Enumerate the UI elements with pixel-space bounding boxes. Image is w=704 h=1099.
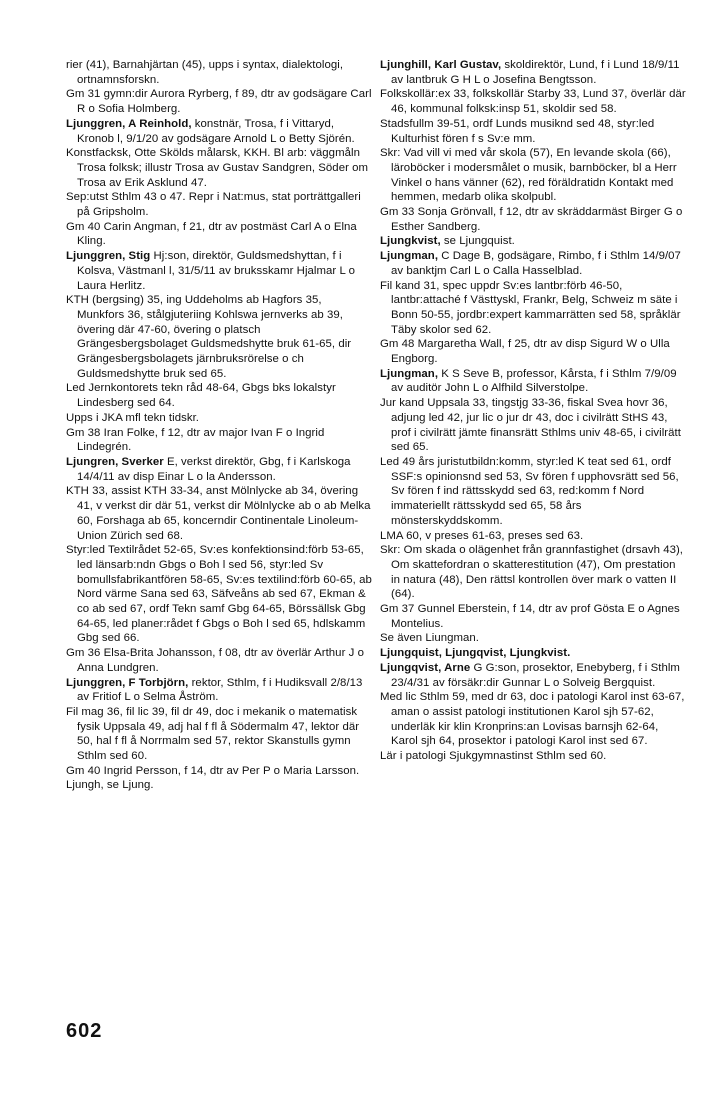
entry-heading: Ljungquist, Ljungqvist, Ljungkvist. [380, 647, 571, 660]
entry-paragraph [380, 529, 686, 544]
entry-paragraph [66, 58, 372, 87]
biography-entry [380, 249, 686, 278]
entry-text: Skr: Om skada o olägenhet från grannfastighet (drsavh 43), Om skattefordran o skatterestitution (47), Om prestation in natura (48), Den rättsl kontrollen över mark o vatten II (64). [380, 544, 684, 601]
entry-paragraph [380, 337, 686, 366]
page-number: 602 [66, 1020, 103, 1042]
entry-text: Led 49 års juristutbildn:komm, styr:led K teat sed 61, ordf SSF:s opinionsnd sed 53, Sv fören f upphovsrätt sed 56, Sv fören f ind rättsskydd sed 63, red:komm f Nord immateriellt rättsskydd sed 65, 58 års mönsterskyddskomm. [380, 455, 679, 527]
entry-text: E, verkst direktör, Gbg, f i Karlskoga 14/4/11 av disp Einar L o la Andersson. [77, 455, 351, 483]
entry-text: Gm 38 Iran Folke, f 12, dtr av major Ivan F o Ingrid Lindegrén. [66, 426, 325, 454]
entry-text: rier (41), Barnahjärtan (45), upps i syntax, dialektologi, ortnamnsforskn. [66, 59, 344, 86]
entry-text: G G:son, prosektor, Enebyberg, f i Sthlm 23/4/31 av försäkr:dir Gunnar L o Solveig Bergquist. [391, 661, 680, 689]
left-column [66, 58, 372, 793]
entry-paragraph [66, 146, 372, 190]
entry-text: se Ljungquist. [443, 235, 515, 248]
entry-paragraph [66, 220, 372, 249]
entry-paragraph [66, 87, 372, 116]
biography-entry [66, 117, 372, 146]
biography-entry [66, 455, 372, 484]
entry-paragraph [380, 396, 686, 455]
entry-paragraph [380, 117, 686, 146]
entry-text: Konstfacksk, Otte Skölds målarsk, KKH. Bl arb: väggmåln Trosa folksk; illustr Trosa av Gustav Sandgren, Söder om Trosa av Erik Asklund 47. [66, 147, 369, 189]
entry-paragraph [66, 646, 372, 675]
entry-text: Skr: Vad vill vi med vår skola (57), En levande skola (66), läroböcker i modersmålet o musik, barnböcker, bl a Herr Vinkel o hans vänner (62), red föräldratidn Kontakt med hemmen, medarb olika skolpubl. [380, 147, 677, 204]
entry-text: Hj:son, direktör, Guldsmedshyttan, f i Kolsva, Västmanl l, 31/5/11 av bruksskamr Hjalmar L o Laura Herlitz. [77, 250, 356, 292]
entry-heading: Ljunggren, A Reinhold, [66, 117, 192, 130]
entry-text: Med lic Sthlm 59, med dr 63, doc i patologi Karol inst 63-67, aman o assist patologi institutionen Karol sjh 57-62, underläk kir klin Kronprins:an Lovisas barnsjh 62-64, Karol sjh 64, prosektor i patologi Karol inst sed 67. [380, 691, 685, 748]
biography-entry [380, 234, 686, 249]
entry-paragraph [66, 190, 372, 219]
entry-paragraph [66, 426, 372, 455]
entry-text: Lär i patologi Sjukgymnastinst Sthlm sed 60. [380, 750, 607, 763]
entry-text: Folkskollär:ex 33, folkskollär Starby 33, Lund 37, överlär där 46, kommunal folksk:insp 51, skoldir sed 58. [380, 88, 686, 116]
entry-heading: Ljungman, [380, 250, 439, 263]
biography-entry [380, 646, 686, 661]
entry-text: rektor, Sthlm, f i Hudiksvall 2/8/13 av Fritiof L o Selma Åström. [77, 676, 363, 704]
entry-paragraph [380, 543, 686, 602]
entry-paragraph [66, 764, 372, 779]
entry-heading: Ljungren, Sverker [66, 455, 164, 468]
entry-text: Jur kand Uppsala 33, tingstjg 33-36, fiskal Svea hovr 36, adjung led 42, jur lic o jur dr 43, doc i civilrätt StHS 43, prof i civilrätt jämte finansrätt Sthlms univ 48-65, i civilrätt sed 65. [380, 397, 681, 454]
entry-text: skoldirektör, Lund, f i Lund 18/9/11 av lantbruk G H L o Josefina Bengtsson. [391, 59, 680, 86]
entry-text: KTH (bergsing) 35, ing Uddeholms ab Hagfors 35, Munkfors 36, stålgjuteriing Kohlswa jernverks ab 39, övering där 47-60, övering o platsch Grängesbergsbolaget Guldsmedshytte bruk 61-65, dir Grängesbergsbolagets järnbruksrörelse o ch Guldsmedshytte bruk sed 65. [66, 294, 352, 380]
entry-text: Led Jernkontorets tekn råd 48-64, Gbgs bks lokalstyr Lindesberg sed 64. [66, 382, 336, 410]
entry-heading: Ljungkvist, [380, 235, 441, 248]
biography-entry [380, 58, 686, 87]
entry-text: Sep:utst Sthlm 43 o 47. Repr i Nat:mus, stat porträttgalleri på Gripsholm. [66, 191, 361, 219]
entry-heading: Ljungqvist, Arne [380, 661, 471, 674]
entry-paragraph [380, 690, 686, 749]
entry-text: Fil kand 31, spec uppdr Sv:es lantbr:förb 46-50, lantbr:attaché f Västtyskl, Frankr, Belg, Schweiz m säte i Bonn 50-55, jordbr:expert kammarrätten sed 58, språklär Täby skolor sed 62. [380, 279, 681, 336]
entry-text: Fil mag 36, fil lic 39, fil dr 49, doc i mekanik o matematisk fysik Uppsala 49, adj hal f fl å Södermalm 47, lektor där 50, hal f fl å Norrmalm sed 57, rektor Skanstulls gymn Sthlm sed 60. [66, 705, 360, 763]
entry-text: Gm 36 Elsa-Brita Johansson, f 08, dtr av överlär Arthur J o Anna Lundgren. [66, 647, 364, 674]
biography-entry [380, 367, 686, 396]
entry-text: Styr:led Textilrådet 52-65, Sv:es konfektionsind:förb 53-65, led länsarb:ndn Gbgs o Boh l sed 56, styr:led Sv bomullsfabrikantfören 58-65, Sv:es textilind:förb 60-65, ab Nord värme Sana sed 63, Säfveåns ab sed 67, Ekman & co ab sed 67, ordf Tekn samf Gbg 64-65, Börssällsk Gbg 64-65, led planer:rådet f Gbgs o Boh l sed 65, hdlskamm Gbg sed 66. [66, 544, 372, 645]
entry-text: Ljungh, se Ljung. [66, 779, 154, 792]
entry-paragraph [380, 87, 686, 116]
entry-text: Gm 40 Ingrid Persson, f 14, dtr av Per P o Maria Larsson. [66, 764, 360, 777]
entry-text: Gm 40 Carin Angman, f 21, dtr av postmäst Carl A o Elna Kling. [66, 220, 357, 248]
entry-heading: Ljunggren, Stig [66, 250, 151, 263]
entry-paragraph [380, 146, 686, 205]
entry-paragraph [66, 381, 372, 410]
biography-entry [380, 661, 686, 690]
biography-entry [66, 249, 372, 293]
entry-paragraph [66, 778, 372, 793]
entry-paragraph [380, 602, 686, 631]
entry-heading: Ljungman, [380, 367, 439, 380]
entry-heading: Ljunghill, Karl Gustav, [380, 59, 502, 71]
entry-text: C Dage B, godsägare, Rimbo, f i Sthlm 14/9/07 av banktjm Carl L o Calla Hasselblad. [391, 250, 681, 277]
entry-text: Upps i JKA mfl tekn tidskr. [66, 411, 200, 424]
entry-text: Stadsfullm 39-51, ordf Lunds musiknd sed 48, styr:led Kulturhist fören f s Sv:e mm. [380, 117, 655, 145]
entry-paragraph [380, 631, 686, 646]
entry-paragraph [66, 705, 372, 764]
entry-heading: Ljunggren, F Torbjörn, [66, 676, 189, 689]
entry-paragraph [66, 484, 372, 543]
entry-text: Se även Liungman. [380, 632, 480, 645]
entry-text: Gm 48 Margaretha Wall, f 25, dtr av disp Sigurd W o Ulla Engborg. [380, 338, 670, 366]
entry-paragraph [380, 455, 686, 529]
entry-text: Gm 31 gymn:dir Aurora Ryrberg, f 89, dtr av godsägare Carl R o Sofia Holmberg. [66, 88, 372, 116]
entry-text: K S Seve B, professor, Kårsta, f i Sthlm 7/9/09 av auditör John L o Alfhild Silverstolpe. [391, 367, 677, 395]
entry-text: Gm 37 Gunnel Eberstein, f 14, dtr av prof Gösta E o Agnes Montelius. [380, 603, 680, 630]
entry-text: KTH 33, assist KTH 33-34, anst Mölnlycke ab 34, övering 41, v verkst dir där 51, verkst dir Mölnlycke ab o ab Melka 60, Forshaga ab 65, koncerndir Continentale Linoleum-Union Zürich sed 68. [66, 485, 371, 542]
entry-text: Gm 33 Sonja Grönvall, f 12, dtr av skräddarmäst Birger G o Esther Sandberg. [380, 206, 683, 233]
entry-paragraph [66, 293, 372, 381]
right-column [380, 58, 686, 764]
entry-paragraph [380, 279, 686, 338]
entry-paragraph [66, 411, 372, 426]
entry-text: LMA 60, v preses 61-63, preses sed 63. [380, 529, 584, 542]
entry-paragraph [380, 749, 686, 764]
biography-entry [66, 676, 372, 705]
entry-paragraph [66, 543, 372, 646]
entry-text: konstnär, Trosa, f i Vittaryd, Kronob l, 9/1/20 av godsägare Arnold L o Betty Sjörén. [77, 117, 355, 145]
entry-paragraph [380, 205, 686, 234]
